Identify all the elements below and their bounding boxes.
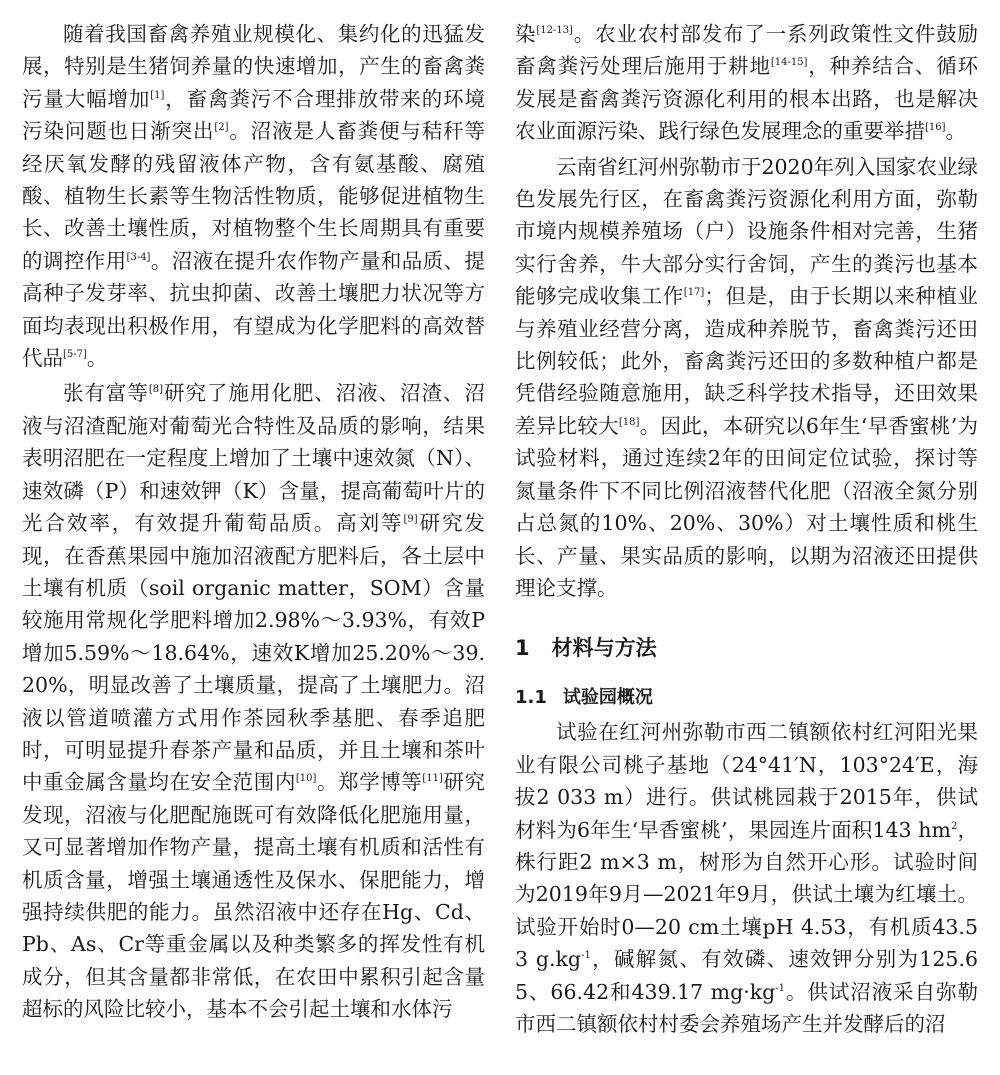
citation-ref: [8] xyxy=(148,384,164,396)
section-number: 1 xyxy=(515,636,530,661)
right-column xyxy=(515,18,978,1058)
citation-ref: [10] xyxy=(295,773,317,785)
text-run: 试验在红河州弥勒市西二镇额依村红河阳光果业有限公司桃子基地（24°41′N，103°24′E，海拔2 033 m）进行。供试桃园栽于2015年，供试材料为6年生‘早香蜜桃’，果园连片面积143 hm xyxy=(515,720,978,842)
citation-ref: [1] xyxy=(150,89,165,101)
text-run: ，畜禽粪污不合理排放带来的环境污染问题也日渐突出 xyxy=(22,86,486,144)
citation-ref: [3-4] xyxy=(126,252,151,264)
citation-ref: [2] xyxy=(214,122,229,134)
text-run: 张有富等 xyxy=(63,381,149,406)
left-column xyxy=(22,18,485,1058)
citation-ref: [5-7] xyxy=(63,349,87,361)
paragraph-intro-1 xyxy=(22,18,485,374)
section-heading xyxy=(515,632,978,664)
subsection-heading xyxy=(515,682,978,714)
text-run: 研究了施用化肥、沼液、沼渣、沼液与沼渣配施对葡萄光合特性及品质的影响，结果表明沼肥在一定程度上增加了土壤中速效氮（N）、速效磷（P）和速效钾（K）含量，提高葡萄叶片的光合效率，有效提升葡萄品质。高刘等 xyxy=(22,381,485,536)
text-run: ，碱解氮、有效磷、速效钾分别为125.65、66.42和439.17 mg·kg xyxy=(515,947,978,1004)
citation-ref: [17] xyxy=(683,287,705,299)
citation-ref: -1 xyxy=(581,950,591,962)
text-run: 。沼液在提升农作物产量和品质、提高种子发芽率、抗虫抑菌、改善土壤肥力状况等方面均表现出积极作用，有望成为化学肥料的高效替代品 xyxy=(22,248,485,371)
paragraph-intro-4 xyxy=(515,151,978,605)
text-run: ，种养结合、循环发展是畜禽粪污资源化利用的根本出路，也是解决农业面源污染、践行绿色发展理念的重要举措 xyxy=(515,54,979,144)
text-run: 。沼液是人畜粪便与秸秆等经厌氧发酵的残留液体产物，含有氨基酸、腐殖酸、植物生长素等生物活性物质，能够促进植物生长、改善土壤性质，对植物整个生长周期具有重要的调控作用 xyxy=(22,119,486,273)
text-run: 。农业农村部发布了一系列政策性文件鼓励畜禽粪污处理后施用于耕地 xyxy=(515,22,979,79)
citation-ref: 2 xyxy=(950,820,958,832)
text-run: 。郑学博等 xyxy=(316,770,423,795)
citation-ref: [12-13] xyxy=(536,25,573,37)
citation-ref: [18] xyxy=(618,417,640,429)
text-run: 研究发现，在香蕉果园中施加沼液配方肥料后，各土层中土壤有机质（soil organic matter，SOM）含量较施用常规化学肥料增加2.98%～3.93%，有效P增加5.59%～18.64%，速效K增加25.20%～39.20%，明显改善了土壤质量，提高了土壤肥力。沼液以管道喷灌方式用作茶园秋季基肥、春季追肥时，可明显提升春茶产量和品质，并且土壤和茶叶中重金属含量均在安全范围内 xyxy=(22,511,486,795)
citation-ref: -1 xyxy=(775,982,786,994)
paragraph-intro-2 xyxy=(22,377,485,1025)
text-run: 研究发现，沼液与化肥配施既可有效降低化肥施用量，又可显著增加作物产量，提高土壤有机质和活性有机质含量，增强土壤通透性及保水、保肥能力，增强持续供肥的能力。虽然沼液中还存在Hg、Cd、Pb、As、Cr等重金属以及种类繁多的挥发性有机成分，但其含量都非常低，在农田中累积引起含量超标的风险比较小，基本不会引起土壤和水体污 xyxy=(22,770,486,1022)
citation-ref: [16] xyxy=(925,122,946,134)
section-title: 材料与方法 xyxy=(551,636,657,661)
text-run: 。 xyxy=(945,119,967,144)
paragraph-site-overview xyxy=(515,716,978,1040)
text-run: 。 xyxy=(86,346,108,371)
paragraph-intro-3 xyxy=(515,18,978,148)
text-run: ，株行距2 m×3 m，树形为自然开心形。试验时间为2019年9月—2021年9月，供试土壤为红壤土。试验开始时0—20 cm土壤pH 4.53，有机质43.53 g.kg xyxy=(515,817,978,972)
text-run: 随着我国畜禽养殖业规模化、集约化的迅猛发展，特别是生猪饲养量的快速增加，产生的畜禽粪污量大幅增加 xyxy=(22,22,485,111)
subsection-title: 试验园概况 xyxy=(562,687,653,709)
citation-ref: [14-15] xyxy=(770,57,808,69)
paper-page xyxy=(22,18,978,1058)
citation-ref: [11] xyxy=(422,773,443,785)
text-run: 染 xyxy=(515,22,537,46)
text-run: 。因此，本研究以6年生‘早香蜜桃’为试验材料，通过连续2年的田间定位试验，探讨等氮量条件下不同比例沼液替代化肥（沼液全氮分别占总氮的10%、20%、30%）对土壤性质和桃生长、产量、果实品质的影响，以期为沼液还田提供理论支撑。 xyxy=(515,413,978,600)
citation-ref: [9] xyxy=(403,514,418,526)
text-run: ；但是，由于长期以来种植业与养殖业经营分离，造成种养脱节，畜禽粪污还田比例较低；此外，畜禽粪污还田的多数种植户都是凭借经验随意施用，缺乏科学技术指导，还田效果差异比较大 xyxy=(515,284,979,438)
text-run: 云南省红河州弥勒市于2020年列入国家农业绿色发展先行区，在畜禽粪污资源化利用方面，弥勒市境内规模养殖场（户）设施条件相对完善，生猪实行舍养，牛大部分实行舍饲，产生的粪污也基本能够完成收集工作 xyxy=(515,154,978,309)
subsection-number: 1.1 xyxy=(515,687,547,709)
text-run: 。供试沼液采自弥勒市西二镇额依村村委会养殖场产生并发酵后的沼 xyxy=(515,979,978,1036)
